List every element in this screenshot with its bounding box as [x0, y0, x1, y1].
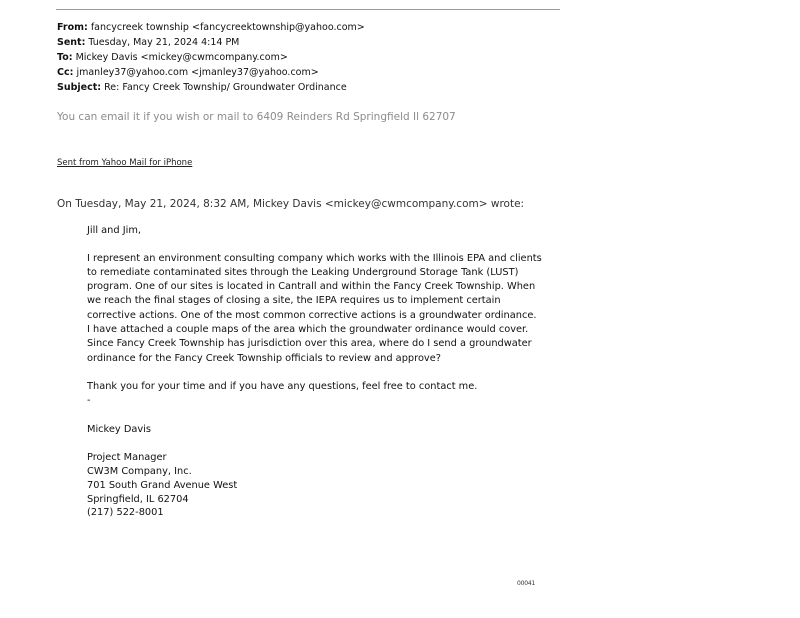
- yahoo-mail-link[interactable]: Sent from Yahoo Mail for iPhone: [57, 158, 193, 168]
- signature-name: Mickey Davis: [87, 424, 151, 435]
- dash-line: -: [87, 395, 91, 406]
- subject-label: Subject:: [57, 82, 102, 93]
- signature-title: Project Manager: [87, 452, 167, 463]
- subject-row: [57, 80, 347, 95]
- body-line: I have attached a couple maps of the area which the groundwater ordinance would cover.: [87, 324, 529, 335]
- body-line: corrective actions. One of the most common corrective actions is a groundwater ordinance.: [87, 310, 537, 321]
- cc-label: Cc:: [57, 67, 74, 78]
- thanks-line: Thank you for your time and if you have any questions, feel free to contact me.: [87, 381, 478, 392]
- signature-address-1: 701 South Grand Avenue West: [87, 480, 238, 491]
- to-row: [57, 50, 288, 65]
- signature-phone: (217) 522-8001: [87, 507, 164, 518]
- bates-number: 00041: [517, 580, 536, 587]
- cc-value: jmanley37@yahoo.com <jmanley37@yahoo.com>: [76, 67, 319, 78]
- body-line: program. One of our sites is located in Cantrall and within the Fancy Creek Township. When: [87, 281, 536, 292]
- signature-company: CW3M Company, Inc.: [87, 466, 192, 477]
- body-line: I represent an environment consulting company which works with the Illinois EPA and clients: [87, 253, 542, 264]
- greeting: Jill and Jim,: [87, 225, 141, 236]
- body-line: ordinance for the Fancy Creek Township officials to review and approve?: [87, 353, 441, 364]
- cc-row: [57, 65, 319, 80]
- quote-intro: On Tuesday, May 21, 2024, 8:32 AM, Mickey Davis <mickey@cwmcompany.com> wrote:: [57, 198, 525, 210]
- subject-value: Re: Fancy Creek Township/ Groundwater Ordinance: [104, 82, 347, 93]
- sent-row: [57, 35, 239, 50]
- reply-text: You can email it if you wish or mail to 6409 Reinders Rd Springfield Il 62707: [57, 111, 456, 123]
- body-line: Since Fancy Creek Township has jurisdiction over this area, where do I send a groundwater: [87, 338, 532, 349]
- sent-label: Sent:: [57, 37, 86, 48]
- sent-value: Tuesday, May 21, 2024 4:14 PM: [88, 37, 240, 48]
- from-label: From:: [57, 22, 88, 33]
- body-line: to remediate contaminated sites through the Leaking Underground Storage Tank (LUST): [87, 267, 519, 278]
- from-value: fancycreek township <fancycreektownship@yahoo.com>: [90, 22, 365, 33]
- to-label: To:: [57, 52, 73, 63]
- body-line: we reach the final stages of closing a site, the IEPA requires us to implement certain: [87, 295, 501, 306]
- top-divider: [56, 9, 560, 10]
- signature-address-2: Springfield, IL 62704: [87, 494, 189, 505]
- from-row: [57, 20, 365, 35]
- to-value: Mickey Davis <mickey@cwmcompany.com>: [75, 52, 288, 63]
